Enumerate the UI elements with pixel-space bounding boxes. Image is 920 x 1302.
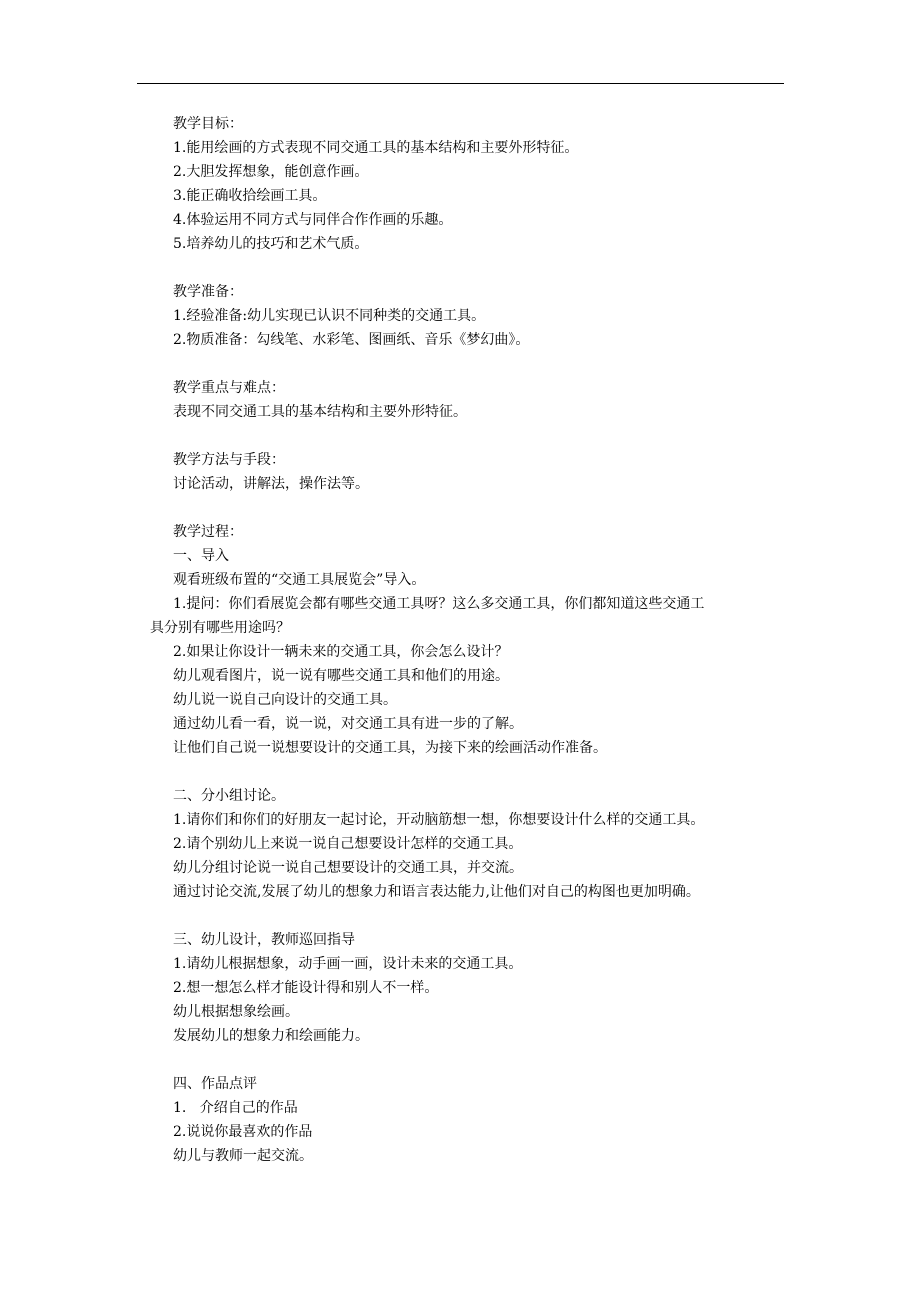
methods-heading: 教学方法与手段：: [173, 452, 285, 468]
objective-item: 4.体验运用不同方式与同伴合作作画的乐趣。: [173, 212, 453, 228]
part3-line: 1.请幼儿根据想象，动手画一画，设计未来的交通工具。: [173, 956, 523, 972]
part1-line: 2.如果让你设计一辆未来的交通工具，你会怎么设计？: [173, 644, 509, 660]
part2-line: 1.请你们和你们的好朋友一起讨论，开动脑筋想一想，你想要设计什么样的交通工具。: [173, 812, 705, 828]
part2-line: 通过讨论交流,发展了幼儿的想象力和语言表达能力,让他们对自己的构图也更加明确。: [173, 884, 700, 900]
objective-item: 2.大胆发挥想象，能创意作画。: [173, 164, 369, 180]
part2-line: 幼儿分组讨论说一说自己想要设计的交通工具，并交流。: [173, 860, 523, 876]
preparation-item: 1.经验准备:幼儿实现已认识不同种类的交通工具。: [173, 308, 486, 324]
part1-line: 通过幼儿看一看，说一说，对交通工具有进一步的了解。: [173, 716, 523, 732]
header-rule: [137, 83, 784, 84]
part4-line: 幼儿与教师一起交流。: [173, 1148, 313, 1164]
preparation-heading: 教学准备：: [173, 284, 243, 300]
part1-title: 一、导入: [173, 548, 229, 564]
part3-title: 三、幼儿设计，教师巡回指导: [173, 932, 355, 948]
objective-item: 5.培养幼儿的技巧和艺术气质。: [173, 236, 369, 252]
objectives-heading: 教学目标：: [173, 116, 243, 132]
part4-line: 2.说说你最喜欢的作品: [173, 1124, 313, 1140]
process-heading: 教学过程：: [173, 524, 243, 540]
part4-line: 1. 介绍自己的作品: [173, 1100, 298, 1116]
part1-line: 具分别有哪些用途吗？: [150, 620, 290, 636]
preparation-item: 2.物质准备：勾线笔、水彩笔、图画纸、音乐《梦幻曲》。: [173, 332, 530, 348]
part2-title: 二、分小组讨论。: [173, 788, 285, 804]
part3-line: 2.想一想怎么样才能设计得和别人不一样。: [173, 980, 439, 996]
part2-line: 2.请个别幼儿上来说一说自己想要设计怎样的交通工具。: [173, 836, 523, 852]
part1-line: 让他们自己说一说想要设计的交通工具，为接下来的绘画活动作准备。: [173, 740, 607, 756]
part1-line: 观看班级布置的“交通工具展览会”导入。: [173, 572, 426, 588]
part3-line: 幼儿根据想象绘画。: [173, 1004, 299, 1020]
part3-line: 发展幼儿的想象力和绘画能力。: [173, 1028, 369, 1044]
part1-line: 幼儿观看图片，说一说有哪些交通工具和他们的用途。: [173, 668, 509, 684]
part1-line: 1.提问：你们看展览会都有哪些交通工具呀？这么多交通工具，你们都知道这些交通工: [173, 596, 705, 612]
part4-title: 四、作品点评: [173, 1076, 257, 1092]
methods-text: 讨论活动，讲解法，操作法等。: [173, 476, 369, 492]
key-points-text: 表现不同交通工具的基本结构和主要外形特征。: [173, 404, 467, 420]
objective-item: 3.能正确收拾绘画工具。: [173, 188, 327, 204]
objective-item: 1.能用绘画的方式表现不同交通工具的基本结构和主要外形特征。: [173, 140, 579, 156]
key-points-heading: 教学重点与难点：: [173, 380, 285, 396]
part1-line: 幼儿说一说自己向设计的交通工具。: [173, 692, 397, 708]
